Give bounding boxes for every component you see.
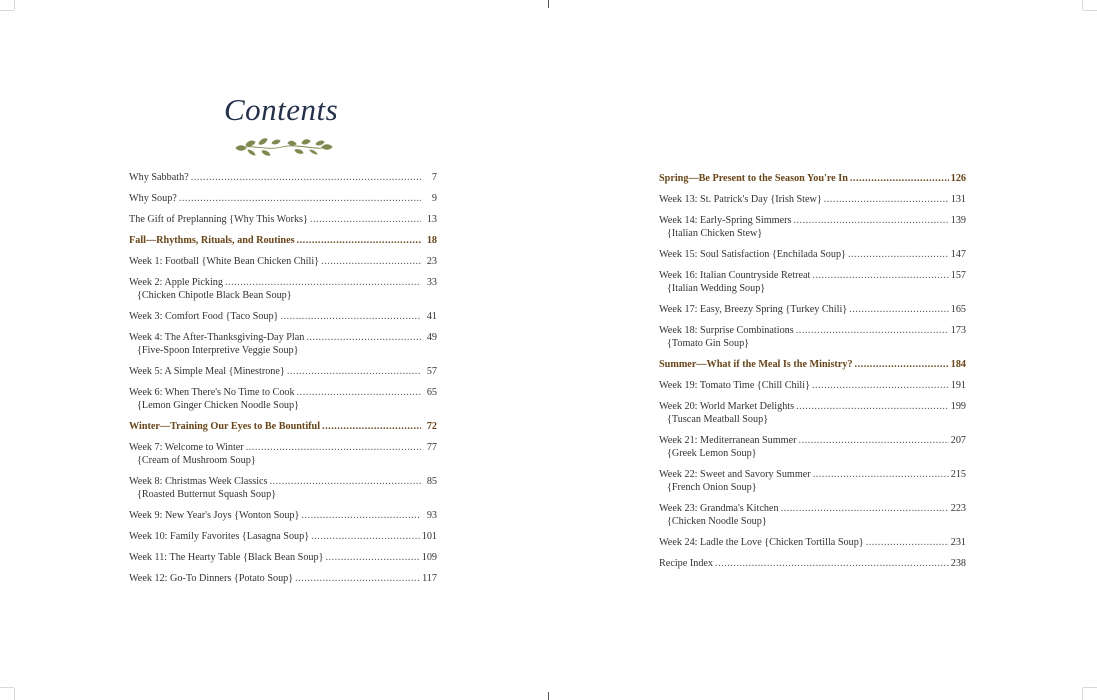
toc-entry-row (659, 502, 966, 515)
toc-entry-title: Week 11: The Hearty Table {Black Bean Soup} (129, 552, 324, 563)
toc-entry-row (129, 276, 437, 289)
toc-entry-row (129, 310, 437, 323)
toc-entry-title: Recipe Index (659, 558, 714, 569)
crop-mark (1082, 0, 1083, 10)
toc-entry (659, 434, 966, 460)
toc-section-heading (129, 234, 437, 247)
toc-page-number: 157 (950, 270, 966, 281)
crop-mark (1083, 687, 1097, 688)
toc-entry-title: Week 5: A Simple Meal {Minestrone} (129, 366, 285, 377)
toc-entry-title: Week 1: Football {White Bean Chicken Chili} (129, 256, 320, 267)
dot-leader (715, 557, 949, 570)
toc-entry-title: Week 20: World Market Delights (659, 401, 795, 412)
dot-leader (849, 303, 949, 316)
toc-page-number: 101 (421, 531, 437, 542)
toc-entry-subtitle: {Italian Chicken Stew} (667, 228, 763, 239)
toc-page-number: 199 (950, 401, 966, 412)
toc-entry (659, 303, 966, 316)
toc-entry-title: Week 14: Early-Spring Simmers (659, 215, 792, 226)
toc-entry (659, 557, 966, 570)
toc-entry-row (659, 358, 966, 371)
toc-entry (129, 331, 437, 357)
toc-entry-row (129, 331, 437, 344)
toc-page-number: 77 (426, 442, 437, 453)
toc-entry-row (659, 468, 966, 481)
toc-page-number: 41 (426, 311, 437, 322)
toc-entry-row (129, 475, 437, 488)
toc-page-number: 18 (426, 235, 437, 246)
toc-entry-row (659, 434, 966, 447)
toc-entry-title: Winter—Training Our Eyes to Be Bountiful (129, 421, 321, 432)
toc-entry-subtitle: {Tomato Gin Soup} (667, 338, 750, 349)
toc-entry-title: Week 23: Grandma's Kitchen (659, 503, 779, 514)
toc-section-heading (659, 172, 966, 185)
toc-page-number: 191 (950, 380, 966, 391)
toc-page-number: 231 (950, 537, 966, 548)
toc-entry-row (129, 420, 437, 433)
toc-entry-row (659, 248, 966, 261)
toc-entry-subtitle: {Tuscan Meatball Soup} (667, 414, 769, 425)
toc-entry (659, 468, 966, 494)
dot-leader (310, 213, 421, 226)
dot-leader (297, 234, 421, 247)
toc-entry (129, 551, 437, 564)
dot-leader (225, 276, 421, 289)
toc-section-heading (659, 358, 966, 371)
toc-entry-row (659, 269, 966, 282)
toc-entry (129, 255, 437, 268)
toc-entry-title: Week 3: Comfort Food {Taco Soup} (129, 311, 279, 322)
dot-leader (179, 192, 421, 205)
toc-entry-row (129, 213, 437, 226)
dot-leader (306, 331, 421, 344)
toc-entry-subtitle: {Roasted Butternut Squash Soup} (137, 489, 277, 500)
toc-entry-title: Week 22: Sweet and Savory Summer (659, 469, 811, 480)
toc-page-number: 7 (431, 172, 437, 183)
dot-leader (796, 324, 949, 337)
dot-leader (270, 475, 421, 488)
toc-entry (659, 536, 966, 549)
dot-leader (287, 365, 421, 378)
toc-entry-title: Week 24: Ladle the Love {Chicken Tortilla Soup} (659, 537, 864, 548)
toc-entry-title: Why Sabbath? (129, 172, 189, 183)
toc-entry-row (129, 509, 437, 522)
toc-entry-row (659, 172, 966, 185)
toc-page-number: 93 (426, 510, 437, 521)
toc-entry-row (129, 365, 437, 378)
toc-page-number: 72 (426, 421, 437, 432)
toc-page-number: 173 (950, 325, 966, 336)
toc-entry-title: Week 7: Welcome to Winter (129, 442, 244, 453)
dot-leader (850, 172, 949, 185)
page-title: Contents (224, 92, 339, 127)
dot-leader (297, 386, 421, 399)
toc-entry (659, 214, 966, 240)
toc-page-number: 9 (431, 193, 437, 204)
toc-entry-row (129, 530, 437, 543)
toc-entry (129, 475, 437, 501)
toc-entry-row (129, 255, 437, 268)
toc-entry-row (129, 171, 437, 184)
toc-entry-row (659, 324, 966, 337)
toc-section-heading (129, 420, 437, 433)
toc-entry-subtitle: {Five-Spoon Interpretive Veggie Soup} (137, 345, 299, 356)
toc-page-number: 139 (950, 215, 966, 226)
toc-entry-title: Week 2: Apple Picking (129, 277, 223, 288)
dot-leader (824, 193, 949, 206)
toc-page-number: 207 (950, 435, 966, 446)
dot-leader (812, 379, 949, 392)
toc-page-number: 126 (950, 173, 966, 184)
toc-entry (129, 276, 437, 302)
toc-entry (129, 441, 437, 467)
toc-entry-title: Week 15: Soul Satisfaction {Enchilada Soup} (659, 249, 846, 260)
dot-leader (812, 269, 948, 282)
dot-leader (280, 310, 421, 323)
toc-entry-row (129, 441, 437, 454)
toc-page-number: 85 (426, 476, 437, 487)
toc-page-number: 109 (421, 552, 437, 563)
toc-entry-title: Week 4: The After-Thanksgiving-Day Plan (129, 332, 305, 343)
toc-entry-title: Week 17: Easy, Breezy Spring {Turkey Chili} (659, 304, 848, 315)
toc-entry-row (659, 536, 966, 549)
toc-entry-subtitle: {Chicken Noodle Soup} (667, 516, 767, 527)
toc-entry-title: Fall—Rhythms, Rituals, and Routines (129, 235, 295, 246)
toc-entry-subtitle: {Italian Wedding Soup} (667, 283, 766, 294)
toc-page-number: 215 (950, 469, 966, 480)
dot-leader (855, 358, 949, 371)
dot-leader (799, 434, 949, 447)
dot-leader (813, 468, 949, 481)
toc-page-number: 117 (422, 573, 437, 584)
toc-entry (129, 310, 437, 323)
crop-mark (14, 688, 15, 700)
toc-entry-title: Week 8: Christmas Week Classics (129, 476, 268, 487)
toc-entry (659, 502, 966, 528)
toc-entry (659, 193, 966, 206)
toc-entry-row (659, 557, 966, 570)
crop-mark (0, 10, 14, 11)
dot-leader (796, 400, 949, 413)
dot-leader (322, 420, 421, 433)
toc-entry-row (129, 192, 437, 205)
toc-entry-row (659, 214, 966, 227)
toc-entry (129, 530, 437, 543)
toc-entry (129, 192, 437, 205)
toc-page-number: 23 (426, 256, 437, 267)
leaf-vine-ornament-icon (232, 138, 336, 156)
toc-entry-subtitle: {Chicken Chipotle Black Bean Soup} (137, 290, 292, 301)
toc-entry-title: Week 19: Tomato Time {Chill Chili} (659, 380, 810, 391)
toc-page-number: 165 (950, 304, 966, 315)
toc-page-number: 49 (426, 332, 437, 343)
toc-entry-row (659, 193, 966, 206)
toc-entry (129, 365, 437, 378)
dot-leader (301, 509, 421, 522)
toc-entry-title: Week 21: Mediterranean Summer (659, 435, 797, 446)
crop-mark (14, 0, 15, 10)
toc-page-number: 33 (426, 277, 437, 288)
gutter-mark-bottom (548, 692, 549, 700)
toc-page-number: 223 (950, 503, 966, 514)
toc-entry (129, 509, 437, 522)
toc-entry-title: Week 12: Go-To Dinners {Potato Soup} (129, 573, 294, 584)
toc-page-number: 65 (426, 387, 437, 398)
dot-leader (321, 255, 421, 268)
toc-entry-title: Summer—What if the Meal Is the Ministry? (659, 359, 853, 370)
toc-entry-row (659, 379, 966, 392)
toc-entry-row (129, 234, 437, 247)
toc-entry (129, 386, 437, 412)
gutter-mark-top (548, 0, 549, 8)
crop-mark (1082, 688, 1083, 700)
dot-leader (866, 536, 949, 549)
toc-entry-title: Week 9: New Year's Joys {Wonton Soup} (129, 510, 300, 521)
toc-entry-title: Week 10: Family Favorites {Lasagna Soup} (129, 531, 310, 542)
toc-entry (659, 324, 966, 350)
toc-entry-row (659, 400, 966, 413)
dot-leader (191, 171, 421, 184)
toc-page-number: 13 (426, 214, 437, 225)
dot-leader (848, 248, 949, 261)
dot-leader (311, 530, 420, 543)
toc-entry-title: Week 16: Italian Countryside Retreat (659, 270, 811, 281)
toc-entry-title: The Gift of Preplanning {Why This Works} (129, 214, 308, 225)
toc-page-number: 147 (950, 249, 966, 260)
dot-leader (246, 441, 421, 454)
toc-entry (129, 171, 437, 184)
toc-entry-title: Spring—Be Present to the Season You're In (659, 173, 848, 184)
toc-entry-title: Week 6: When There's No Time to Cook (129, 387, 295, 398)
toc-page-number: 57 (426, 366, 437, 377)
toc-page-number: 184 (950, 359, 966, 370)
toc-entry (659, 269, 966, 295)
dot-leader (326, 551, 420, 564)
toc-page-number: 238 (950, 558, 966, 569)
dot-leader (781, 502, 949, 515)
toc-entry-title: Week 18: Surprise Combinations (659, 325, 794, 336)
toc-entry-row (129, 551, 437, 564)
toc-entry (129, 572, 437, 585)
toc-entry-subtitle: {Greek Lemon Soup} (667, 448, 757, 459)
toc-entry (129, 213, 437, 226)
toc-entry-subtitle: {French Onion Soup} (667, 482, 757, 493)
toc-entry-row (659, 303, 966, 316)
dot-leader (793, 214, 948, 227)
toc-entry-subtitle: {Lemon Ginger Chicken Noodle Soup} (137, 400, 300, 411)
toc-entry-title: Why Soup? (129, 193, 177, 204)
toc-entry (659, 379, 966, 392)
dot-leader (295, 572, 420, 585)
toc-entry-subtitle: {Cream of Mushroom Soup} (137, 455, 256, 466)
toc-entry (659, 248, 966, 261)
toc-page-number: 131 (950, 194, 966, 205)
crop-mark (0, 687, 14, 688)
toc-entry-row (129, 386, 437, 399)
toc-entry-title: Week 13: St. Patrick's Day {Irish Stew} (659, 194, 822, 205)
toc-entry-row (129, 572, 437, 585)
crop-mark (1083, 10, 1097, 11)
toc-entry (659, 400, 966, 426)
